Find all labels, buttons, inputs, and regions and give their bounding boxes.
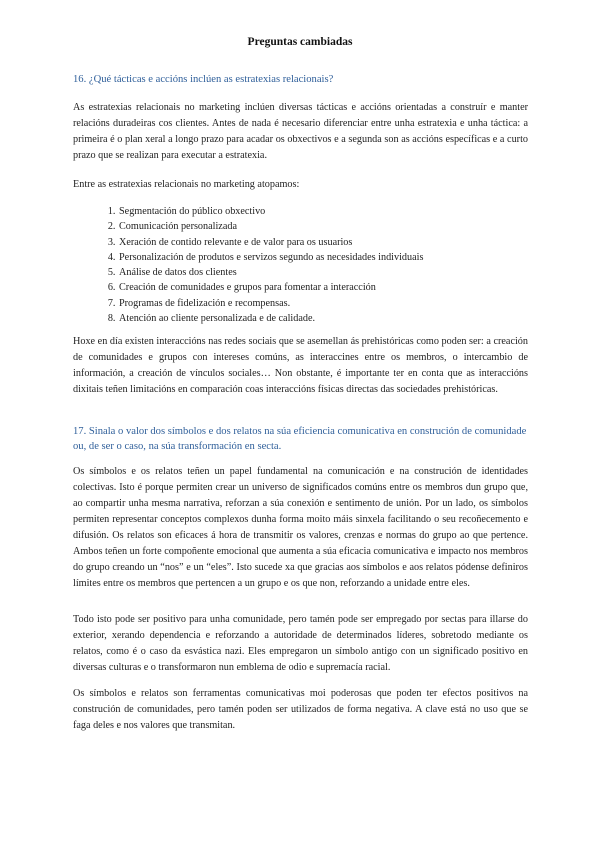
question-17-paragraph-1: Os símbolos e os relatos teñen un papel fundamental na comunicación e na construción de identidades colectivas. Isto é porque permiten crear un universo de significados comúns entre os membros dun grupo que, ao compartir unha mesma narrativa, reforzan a súa conexión e sentimento de unión. Por un lado, os símbolos permiten representar conceptos complexos dunha forma moito máis sinxela facilitando o seu recoñecemento e difusión. Os relatos son eficaces á hora de transmitir os valores, crenzas e normas do grupo ao que pertence. Ambos teñen un forte compoñente emocional que aumenta a súa eficacia comunicativa e impacto nos membros do grupo creando un “nos” e un “eles”. Isto sucede xa que gracias aos símbolos e aos relatos pódense definiros límites entre os membros que pertencen a un grupo e os que non, reforzando a unidade entre eles. [73,466,528,589]
question-17-paragraph-3: Os símbolos e relatos son ferramentas comunicativas moi poderosas que poden ter efectos positivos na construción de comunidades, pero tamén poden ser utilizados de forma negativa. A clave está no uso que se faga deles e nos valores que transmitan. [73,688,528,731]
question-16-heading: 16. ¿Qué tácticas e accións inclúen as estratexias relacionais? [73,74,334,85]
list-item: 4. Personalización de produtos e servizos segundo as necesidades individuais [118,250,538,265]
question-17-heading: 17. Sinala o valor dos símbolos e dos relatos na súa eficiencia comunicativa en construción de comunidade ou, de ser o caso, na súa transformación en secta. [73,426,527,452]
page-title: Preguntas cambiadas [247,36,353,48]
question-17-paragraph-2: Todo isto pode ser positivo para unha comunidade, pero tamén pode ser empregado por sectas para illarse do exterior, xerando dependencia e reforzando a autoridade de determinados líderes, sobretodo mediante os relatos, como é o caso da esvástica nazi. Eles empregaron un símbolo antigo con un significado positivo en diversas culturas e o transformaron nun emblema de odio e supremacía racial. [73,614,528,673]
question-16-paragraph-1: As estratexias relacionais no marketing inclúen diversas tácticas e accións orientadas a construír e manter relacións duradeiras cos clientes. Antes de nada é necesario diferenciar entre unha estratexia e unha táctica: a primeira é o plan xeral a longo prazo para acadar os obxectivos e a segunda son as accións específicas e a curto prazo que se realizan para executar a estratexia. [73,102,528,161]
list-item: 7. Programas de fidelización e recompensas. [118,296,538,311]
question-16-paragraph-2: Entre as estratexias relacionais no marketing atopamos: [73,179,300,190]
strategies-list [73,204,538,326]
list-item: 1. Segmentación do público obxectivo [118,204,538,219]
question-16-paragraph-3: Hoxe en día existen interaccións nas redes sociais que se asemellan ás prehistóricas como poden ser: a creación de comunidades e grupos con intereses comúns, as interaccines entre os membros, o intercambio de información, a creación de vínculos sociales… Non obstante, é importante ter en conta que as interaccións dixitais teñen limitacións en comparación coas interaccións físicas directas das sociedades prehistóricas. [73,336,528,395]
list-item: 2. Comunicación personalizada [118,219,538,234]
list-item: 8. Atención ao cliente personalizada e de calidade. [118,311,538,326]
list-item: 3. Xeración de contido relevante e de valor para os usuarios [118,235,538,250]
list-item: 5. Análise de datos dos clientes [118,265,538,280]
list-item: 6. Creación de comunidades e grupos para fomentar a interacción [118,280,538,295]
